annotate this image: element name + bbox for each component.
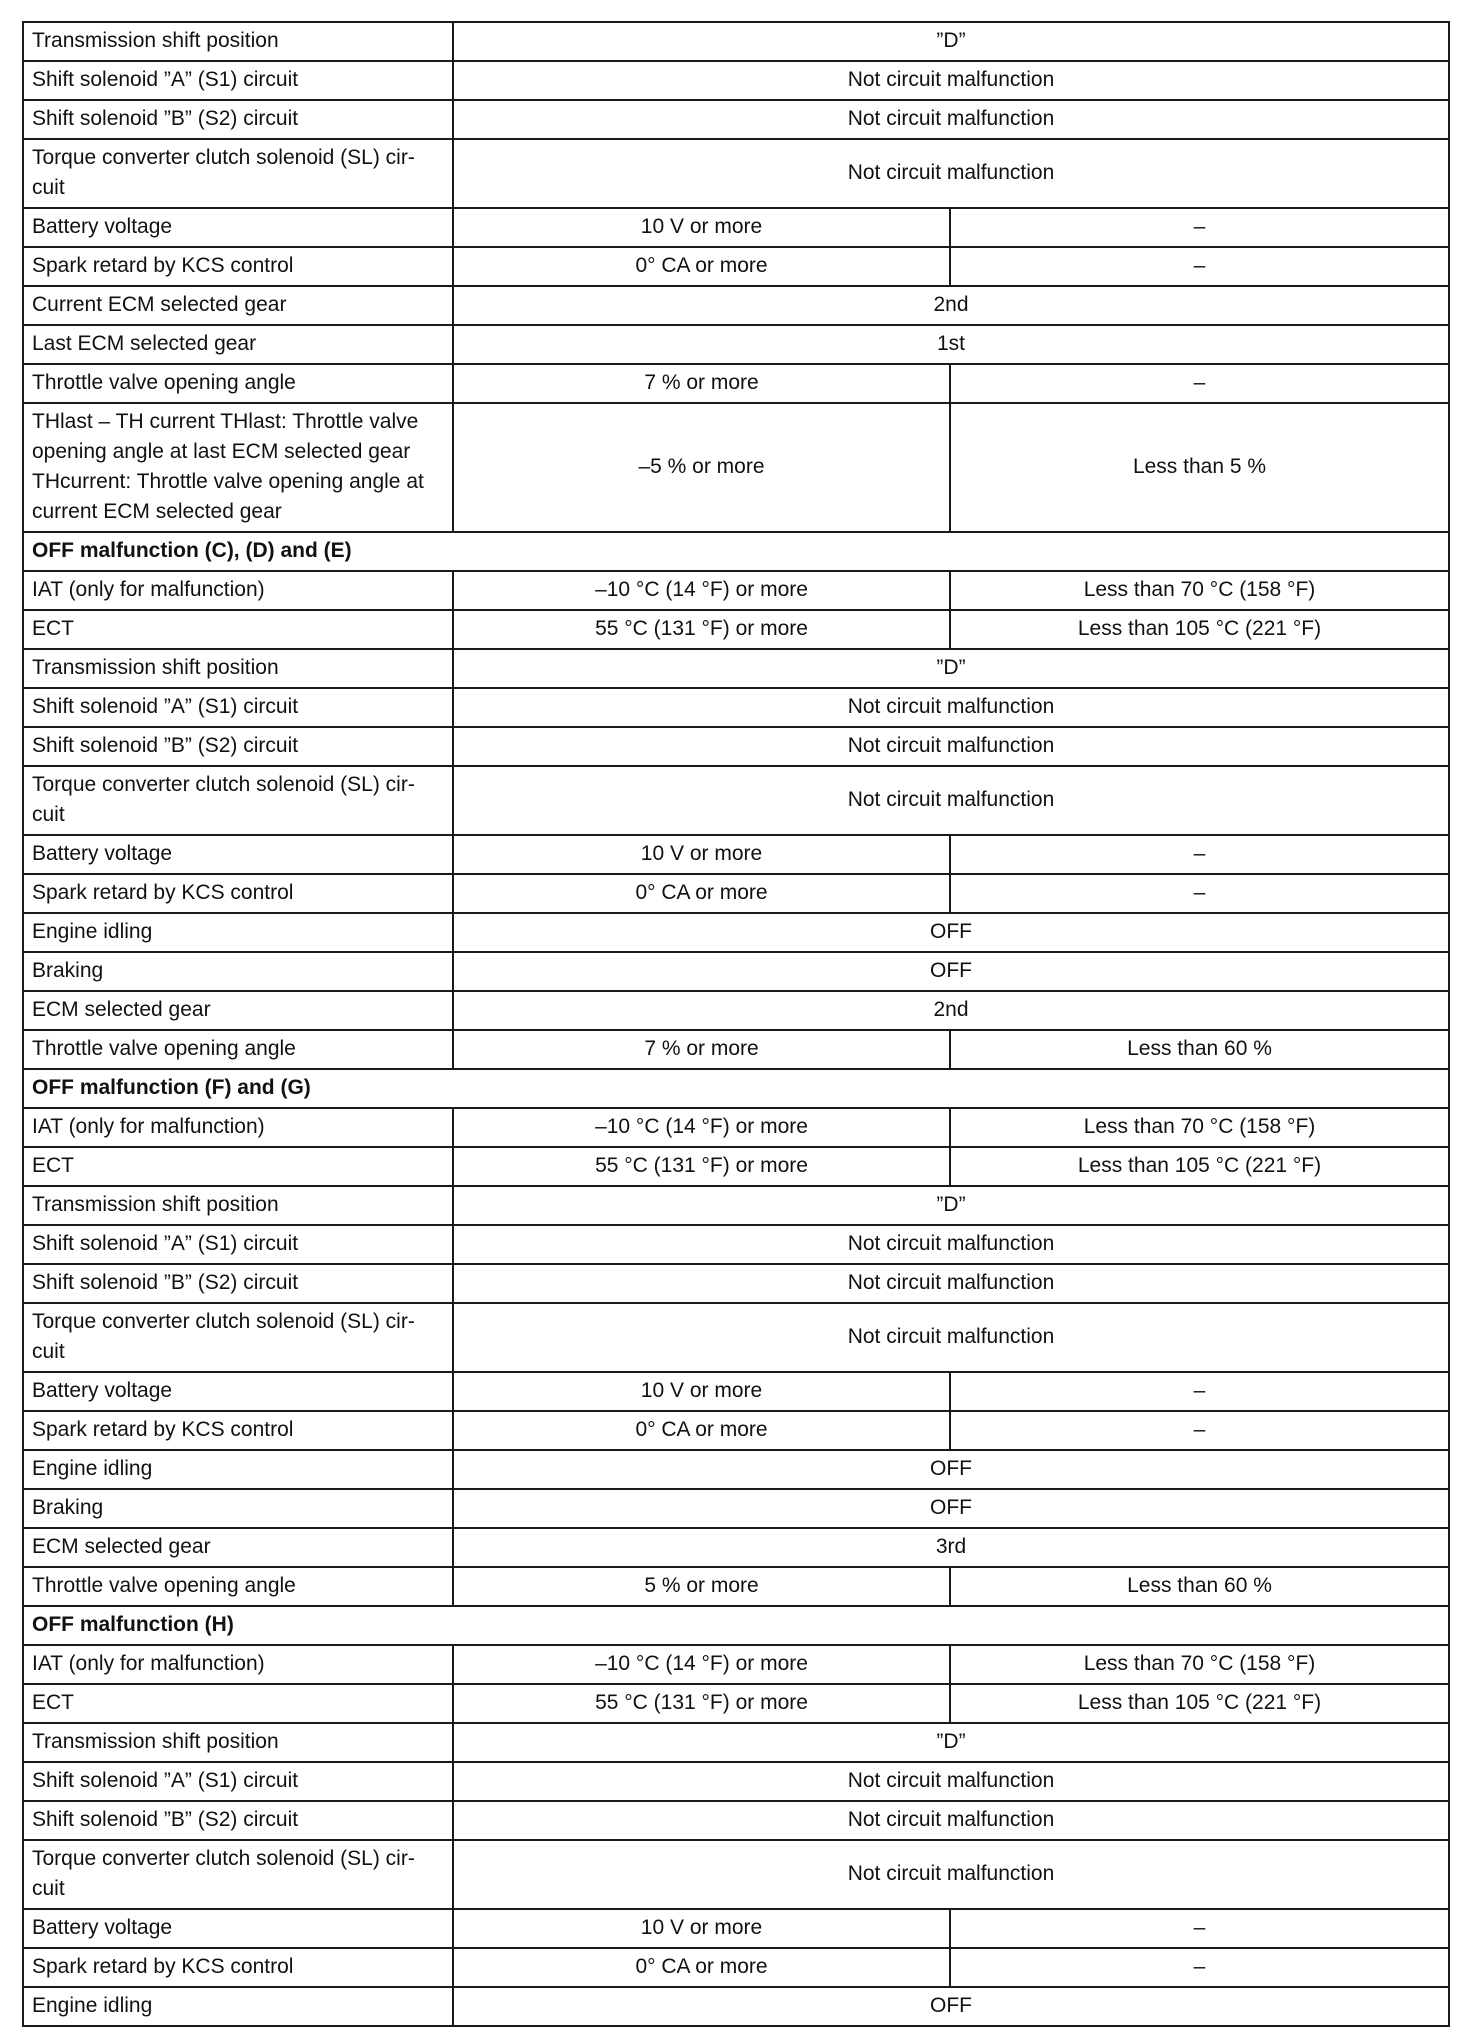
condition-max-value: Less than 70 °C (158 °F) (950, 1645, 1449, 1684)
condition-label: Throttle valve opening angle (23, 1567, 453, 1606)
condition-max-value: – (950, 1372, 1449, 1411)
condition-label: Spark retard by KCS control (23, 1948, 453, 1987)
condition-value: 1st (453, 325, 1449, 364)
condition-label: IAT (only for malfunction) (23, 1645, 453, 1684)
condition-value: OFF (453, 913, 1449, 952)
condition-label: Shift solenoid ”B” (S2) circuit (23, 100, 453, 139)
condition-label: Shift solenoid ”A” (S1) circuit (23, 1762, 453, 1801)
condition-label: ECM selected gear (23, 991, 453, 1030)
condition-value: Not circuit malfunction (453, 1762, 1449, 1801)
section-row (23, 532, 1449, 571)
table-row (23, 286, 1449, 325)
condition-min-value: –10 °C (14 °F) or more (453, 571, 950, 610)
table-row (23, 325, 1449, 364)
condition-value: Not circuit malfunction (453, 1303, 1449, 1372)
table-row (23, 913, 1449, 952)
table-row (23, 766, 1449, 835)
condition-label: Shift solenoid ”A” (S1) circuit (23, 688, 453, 727)
table-row (23, 247, 1449, 286)
table-row (23, 1948, 1449, 1987)
condition-value: OFF (453, 1489, 1449, 1528)
condition-label: Shift solenoid ”A” (S1) circuit (23, 1225, 453, 1264)
condition-value: Not circuit malfunction (453, 688, 1449, 727)
condition-label: THlast – TH current THlast: Throttle valve opening angle at last ECM selected gear THcurrent: Throttle valve opening angle at current ECM selected gear (23, 403, 453, 532)
table-row (23, 1225, 1449, 1264)
condition-label: Spark retard by KCS control (23, 1411, 453, 1450)
condition-value: OFF (453, 1987, 1449, 2026)
condition-label: Spark retard by KCS control (23, 874, 453, 913)
table-row (23, 1909, 1449, 1948)
condition-label: Transmission shift position (23, 649, 453, 688)
condition-label: Shift solenoid ”B” (S2) circuit (23, 727, 453, 766)
table-row (23, 1411, 1449, 1450)
condition-max-value: – (950, 208, 1449, 247)
condition-max-value: Less than 105 °C (221 °F) (950, 1684, 1449, 1723)
table-row (23, 1147, 1449, 1186)
condition-max-value: Less than 70 °C (158 °F) (950, 1108, 1449, 1147)
condition-label: Shift solenoid ”B” (S2) circuit (23, 1801, 453, 1840)
conditions-table-body (23, 22, 1449, 2026)
condition-min-value: –10 °C (14 °F) or more (453, 1645, 950, 1684)
condition-value: Not circuit malfunction (453, 61, 1449, 100)
section-heading: OFF malfunction (C), (D) and (E) (23, 532, 1449, 571)
section-row (23, 1069, 1449, 1108)
condition-min-value: 55 °C (131 °F) or more (453, 610, 950, 649)
condition-label: ECT (23, 610, 453, 649)
condition-max-value: Less than 60 % (950, 1030, 1449, 1069)
condition-max-value: – (950, 874, 1449, 913)
condition-value: ”D” (453, 1186, 1449, 1225)
condition-label: Transmission shift position (23, 1186, 453, 1225)
table-row (23, 1186, 1449, 1225)
condition-label: Current ECM selected gear (23, 286, 453, 325)
table-row (23, 1840, 1449, 1909)
condition-max-value: – (950, 1411, 1449, 1450)
condition-value: Not circuit malfunction (453, 100, 1449, 139)
condition-label: Battery voltage (23, 1909, 453, 1948)
table-row (23, 139, 1449, 208)
condition-label: Shift solenoid ”B” (S2) circuit (23, 1264, 453, 1303)
table-row (23, 1108, 1449, 1147)
condition-min-value: 10 V or more (453, 1909, 950, 1948)
table-row (23, 1723, 1449, 1762)
condition-min-value: 55 °C (131 °F) or more (453, 1147, 950, 1186)
table-row (23, 1303, 1449, 1372)
condition-min-value: 10 V or more (453, 835, 950, 874)
condition-max-value: – (950, 835, 1449, 874)
condition-label: Braking (23, 1489, 453, 1528)
condition-label: IAT (only for malfunction) (23, 571, 453, 610)
table-row (23, 610, 1449, 649)
condition-label: Transmission shift position (23, 1723, 453, 1762)
condition-value: 2nd (453, 991, 1449, 1030)
table-row (23, 61, 1449, 100)
table-row (23, 952, 1449, 991)
condition-value: ”D” (453, 649, 1449, 688)
condition-value: 3rd (453, 1528, 1449, 1567)
condition-label: Torque converter clutch solenoid (SL) cir- cuit (23, 1840, 453, 1909)
condition-label: ECT (23, 1147, 453, 1186)
table-row (23, 100, 1449, 139)
condition-label: Torque converter clutch solenoid (SL) cir- cuit (23, 1303, 453, 1372)
condition-value: Not circuit malfunction (453, 1840, 1449, 1909)
section-heading: OFF malfunction (H) (23, 1606, 1449, 1645)
table-row (23, 403, 1449, 532)
condition-value: Not circuit malfunction (453, 1801, 1449, 1840)
condition-max-value: Less than 60 % (950, 1567, 1449, 1606)
condition-min-value: 0° CA or more (453, 1411, 950, 1450)
table-row (23, 1801, 1449, 1840)
table-row (23, 1489, 1449, 1528)
condition-max-value: Less than 105 °C (221 °F) (950, 610, 1449, 649)
condition-min-value: 0° CA or more (453, 1948, 950, 1987)
condition-label: Torque converter clutch solenoid (SL) cir- cuit (23, 139, 453, 208)
condition-label: Throttle valve opening angle (23, 1030, 453, 1069)
condition-label: Throttle valve opening angle (23, 364, 453, 403)
table-row (23, 22, 1449, 61)
table-row (23, 1528, 1449, 1567)
condition-label: Engine idling (23, 1450, 453, 1489)
condition-min-value: 10 V or more (453, 1372, 950, 1411)
condition-value: OFF (453, 1450, 1449, 1489)
condition-min-value: –5 % or more (453, 403, 950, 532)
section-row (23, 1606, 1449, 1645)
condition-label: Shift solenoid ”A” (S1) circuit (23, 61, 453, 100)
condition-min-value: 0° CA or more (453, 247, 950, 286)
condition-max-value: – (950, 1948, 1449, 1987)
condition-value: Not circuit malfunction (453, 1264, 1449, 1303)
condition-label: Torque converter clutch solenoid (SL) cir- cuit (23, 766, 453, 835)
table-row (23, 1684, 1449, 1723)
table-row (23, 874, 1449, 913)
condition-max-value: – (950, 364, 1449, 403)
section-heading: OFF malfunction (F) and (G) (23, 1069, 1449, 1108)
table-row (23, 364, 1449, 403)
table-row (23, 835, 1449, 874)
condition-label: ECM selected gear (23, 1528, 453, 1567)
condition-value: 2nd (453, 286, 1449, 325)
condition-label: Engine idling (23, 1987, 453, 2026)
table-row (23, 208, 1449, 247)
table-row (23, 649, 1449, 688)
condition-value: Not circuit malfunction (453, 1225, 1449, 1264)
condition-value: ”D” (453, 22, 1449, 61)
condition-value: OFF (453, 952, 1449, 991)
condition-max-value: Less than 105 °C (221 °F) (950, 1147, 1449, 1186)
condition-min-value: 7 % or more (453, 1030, 950, 1069)
condition-label: Battery voltage (23, 1372, 453, 1411)
condition-min-value: 10 V or more (453, 208, 950, 247)
condition-label: Last ECM selected gear (23, 325, 453, 364)
condition-label: Spark retard by KCS control (23, 247, 453, 286)
condition-value: Not circuit malfunction (453, 139, 1449, 208)
condition-value: Not circuit malfunction (453, 766, 1449, 835)
table-row (23, 688, 1449, 727)
condition-max-value: Less than 70 °C (158 °F) (950, 571, 1449, 610)
table-row (23, 991, 1449, 1030)
table-row (23, 1987, 1449, 2026)
condition-min-value: 5 % or more (453, 1567, 950, 1606)
condition-label: Engine idling (23, 913, 453, 952)
condition-label: IAT (only for malfunction) (23, 1108, 453, 1147)
table-row (23, 1372, 1449, 1411)
condition-max-value: Less than 5 % (950, 403, 1449, 532)
table-row (23, 1264, 1449, 1303)
condition-max-value: – (950, 1909, 1449, 1948)
table-row (23, 727, 1449, 766)
table-row (23, 1030, 1449, 1069)
table-row (23, 1762, 1449, 1801)
condition-min-value: 55 °C (131 °F) or more (453, 1684, 950, 1723)
condition-label: Braking (23, 952, 453, 991)
condition-min-value: 0° CA or more (453, 874, 950, 913)
condition-max-value: – (950, 247, 1449, 286)
condition-min-value: 7 % or more (453, 364, 950, 403)
condition-label: Battery voltage (23, 208, 453, 247)
condition-value: ”D” (453, 1723, 1449, 1762)
condition-label: Battery voltage (23, 835, 453, 874)
conditions-table (22, 21, 1450, 2027)
condition-label: Transmission shift position (23, 22, 453, 61)
condition-value: Not circuit malfunction (453, 727, 1449, 766)
condition-min-value: –10 °C (14 °F) or more (453, 1108, 950, 1147)
table-row (23, 571, 1449, 610)
table-row (23, 1450, 1449, 1489)
table-row (23, 1645, 1449, 1684)
table-row (23, 1567, 1449, 1606)
condition-label: ECT (23, 1684, 453, 1723)
